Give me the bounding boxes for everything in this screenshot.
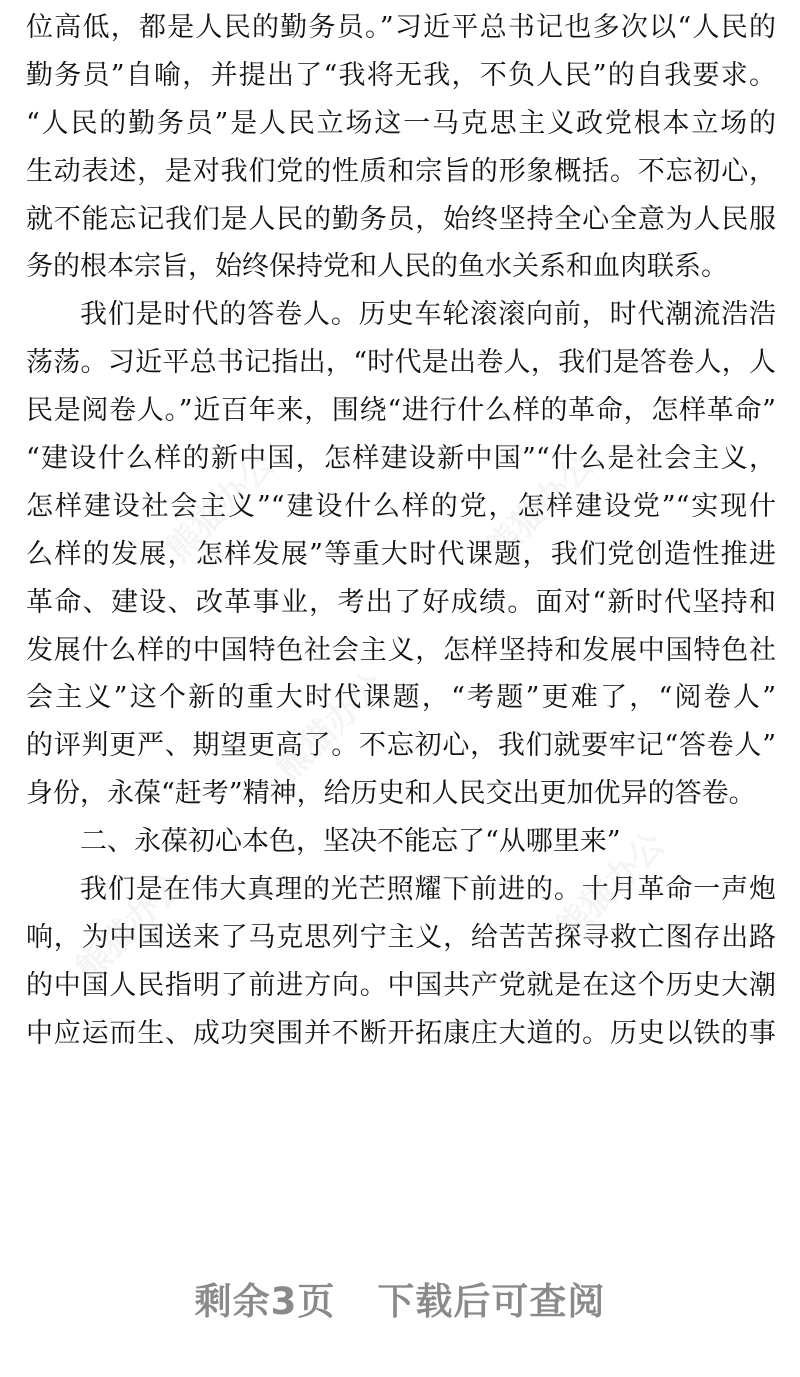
text-line: 会主义”这个新的重大时代课题，“考题”更难了，“阅卷人” [26,682,776,714]
text-line: 革命、建设、改革事业，考出了好成绩。面对“新时代坚持和 [26,586,776,618]
text-line: 民是阅卷人。”近百年来，围绕“进行什么样的革命，怎样革命” [26,395,776,427]
text-line: 的中国人民指明了前进方向。中国共产党就是在这个历史大潮 [26,969,776,1001]
text-line: “人民的勤务员”是人民立场这一马克思主义政党根本立场的 [26,107,776,139]
remaining-pages-text[interactable]: 剩余3页 [194,1280,336,1323]
text-line: 的评判更严、期望更高了。不忘初心，我们就要牢记“答卷人” [26,730,776,762]
watermark: 熊猫办公 [268,664,393,790]
watermark: 熊猫办公 [68,864,193,990]
watermark: 熊猫办公 [158,444,283,570]
watermark: 熊猫办公 [478,444,603,570]
text-line: 勤务员”自喻，并提出了“我将无我，不负人民”的自我要求。 [26,59,776,91]
text-line: 我们是时代的答卷人。历史车轮滚滚向前，时代潮流浩浩 [80,299,776,331]
text-line: 么样的发展，怎样发展”等重大时代课题，我们党创造性推进 [26,538,776,570]
document-body [26,4,776,1058]
text-line: 我们是在伟大真理的光芒照耀下前进的。十月革命一声炮 [80,874,776,906]
text-line: 荡荡。习近平总书记指出，“时代是出卷人，我们是答卷人，人 [26,347,776,379]
download-prompt-banner[interactable] [0,1272,800,1332]
text-line: 响，为中国送来了马克思列宁主义，给苦苦探寻救亡图存出路 [26,921,776,953]
watermark: 熊猫办公 [548,824,673,950]
download-to-view-text[interactable]: 下载后可查阅 [377,1280,606,1323]
section-heading: 二、永葆初心本色，坚决不能忘了“从哪里来” [80,826,621,858]
text-line: 怎样建设社会主义”“建设什么样的党，怎样建设党”“实现什 [26,490,776,522]
text-line: 中应运而生、成功突围并不断开拓康庄大道的。历史以铁的事 [26,1017,776,1049]
text-line: 就不能忘记我们是人民的勤务员，始终坚持全心全意为人民服 [26,203,776,235]
text-line: 务的根本宗旨，始终保持党和人民的鱼水关系和血肉联系。 [26,251,728,283]
text-line: 位高低，都是人民的勤务员。”习近平总书记也多次以“人民的 [26,12,776,43]
text-line: “建设什么样的新中国，怎样建设新中国”“什么是社会主义， [26,443,776,475]
text-line: 生动表述，是对我们党的性质和宗旨的形象概括。不忘初心， [26,155,776,187]
text-line: 身份，永葆“赶考”精神，给历史和人民交出更加优异的答卷。 [26,778,756,810]
text-line: 发展什么样的中国特色社会主义，怎样坚持和发展中国特色社 [26,634,776,666]
